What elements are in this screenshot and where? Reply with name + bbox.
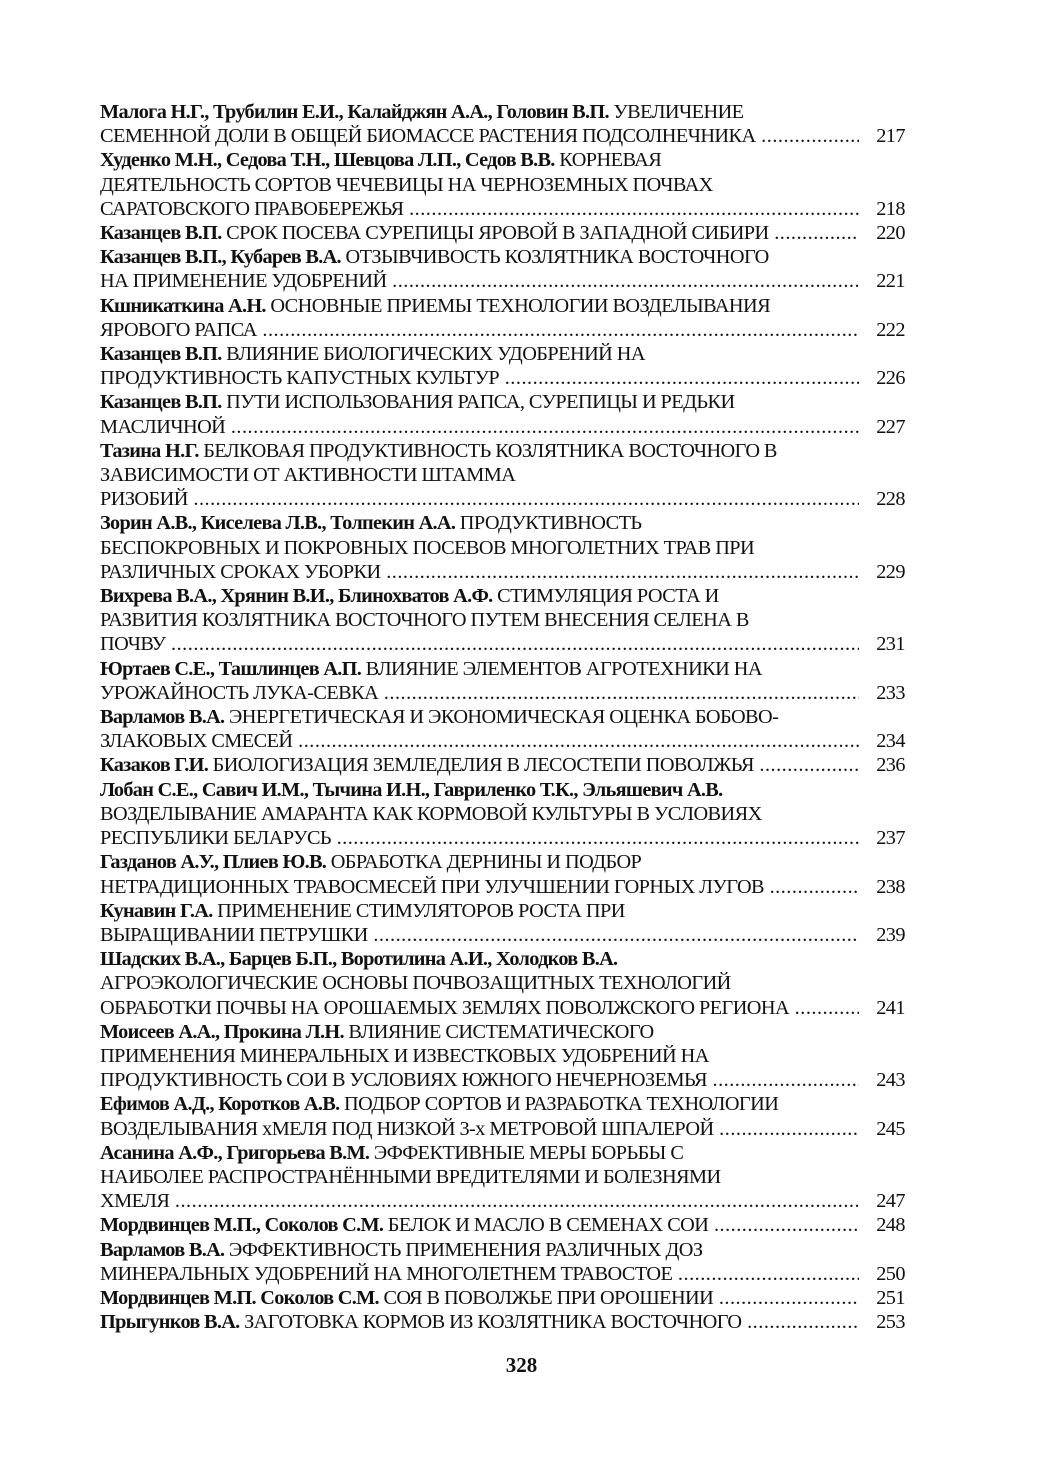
entry-title-part: ПРОДУКТИВНОСТЬ: [459, 512, 642, 535]
entry-authors: Зорин А.В., Киселева Л.В., Толпекин А.А.: [100, 512, 456, 535]
toc-entry: [100, 1092, 905, 1140]
entry-authors: Лобан С.Е., Савич И.М., Тычина И.Н., Гавриленко Т.К., Эльяшевич А.В.: [100, 778, 723, 801]
entry-title-part: ПОЧВУ .....: [100, 632, 859, 656]
entry-authors: Казанцев В.П.: [100, 391, 222, 414]
entry-authors: Казанцев В.П.: [100, 343, 222, 366]
entry-title-part: ДЕЯТЕЛЬНОСТЬ СОРТОВ ЧЕЧЕВИЦЫ НА ЧЕРНОЗЕМНЫХ ПОЧВАХ: [100, 173, 713, 196]
toc-entry: [100, 705, 905, 753]
toc-entry: [100, 294, 905, 342]
entry-page[interactable]: 238: [876, 875, 905, 898]
entry-title-part: ВЛИЯНИЕ СИСТЕМАТИЧЕСКОГО: [348, 1020, 654, 1043]
entry-title-part: ЗАГОТОВКА КОРМОВ ИЗ КОЗЛЯТНИКА ВОСТОЧНОГО: [244, 1311, 742, 1334]
toc-entry: [100, 511, 905, 584]
entry-authors: Вихрева В.А., Хрянин В.И., Блинохватов А.Ф.: [100, 585, 493, 608]
entry-title-part: ОБРАБОТКА ДЕРНИНЫ И ПОДБОР: [330, 851, 642, 874]
entry-title-part: ОСНОВНЫЕ ПРИЕМЫ ТЕХНОЛОГИИ ВОЗДЕЛЫВАНИЯ: [270, 294, 771, 317]
toc-entry: [100, 1238, 905, 1286]
entry-title-part: ЭФФЕКТИВНЫЕ МЕРЫ БОРЬБЫ С: [373, 1141, 684, 1164]
entry-title-part: СТИМУЛЯЦИЯ РОСТА И: [497, 585, 719, 608]
entry-title-part: ЗЛАКОВЫХ СМЕСЕЙ .....: [100, 729, 859, 753]
entry-title-part: ОБРАБОТКИ ПОЧВЫ НА ОРОШАЕМЫХ ЗЕМЛЯХ ПОВОЛЖСКОГО РЕГИОНА .....: [100, 996, 859, 1020]
entry-title-part: ВЫРАЩИВАНИИ ПЕТРУШКИ .....: [100, 923, 859, 947]
entry-title-part: АГРОЭКОЛОГИЧЕСКИЕ ОСНОВЫ ПОЧВОЗАЩИТНЫХ ТЕХНОЛОГИЙ: [100, 972, 731, 995]
entry-title-part: РЕСПУБЛИКИ БЕЛАРУСЬ .....: [100, 826, 859, 850]
toc-entry: [100, 439, 905, 512]
entry-authors: Малога Н.Г., Трубилин Е.И., Калайджян А.А., Головин В.П.: [100, 101, 609, 123]
entry-authors: Асанина А.Ф., Григорьева В.М.: [100, 1141, 370, 1164]
toc-entry: [100, 753, 905, 777]
entry-title-part: ЭФФЕКТИВНОСТЬ ПРИМЕНЕНИЯ РАЗЛИЧНЫХ ДОЗ: [228, 1238, 703, 1261]
entry-page[interactable]: 229: [876, 560, 905, 583]
entry-title-part: НАИБОЛЕЕ РАСПРОСТРАНЁННЫМИ ВРЕДИТЕЛЯМИ И БОЛЕЗНЯМИ: [100, 1165, 721, 1188]
toc-entry: [100, 850, 905, 898]
toc-entry: [100, 100, 905, 148]
entry-title-part: МИНЕРАЛЬНЫХ УДОБРЕНИЙ НА МНОГОЛЕТНЕМ ТРАВОСТОЕ .....: [100, 1262, 859, 1286]
entry-title-part: НА ПРИМЕНЕНИЕ УДОБРЕНИЙ .....: [100, 269, 859, 293]
entry-title-part: БЕЛКОВАЯ ПРОДУКТИВНОСТЬ КОЗЛЯТНИКА ВОСТОЧНОГО В: [203, 439, 777, 462]
entry-title-part: БИОЛОГИЗАЦИЯ ЗЕМЛЕДЕЛИЯ В ЛЕСОСТЕПИ ПОВОЛЖЬЯ: [212, 754, 754, 777]
entry-page[interactable]: 248: [876, 1214, 905, 1237]
toc-entry: [100, 245, 905, 293]
entry-title-part: ЗАВИСИМОСТИ ОТ АКТИВНОСТИ ШТАММА: [100, 464, 516, 487]
entry-title-part: ПОДБОР СОРТОВ И РАЗРАБОТКА ТЕХНОЛОГИИ: [344, 1093, 779, 1116]
entry-authors: Варламов В.А.: [100, 706, 225, 729]
entry-authors: Казанцев В.П.: [100, 222, 222, 245]
entry-page[interactable]: 227: [876, 415, 905, 438]
entry-authors: Газданов А.У., Плиев Ю.В.: [100, 851, 327, 874]
entry-page[interactable]: 241: [876, 996, 905, 1019]
toc-entry: [100, 778, 905, 851]
entry-title-part: УРОЖАЙНОСТЬ ЛУКА-СЕВКА .....: [100, 681, 859, 705]
entry-title-part: МАСЛИЧНОЙ .....: [100, 415, 859, 439]
entry-authors: Худенко М.Н., Седова Т.Н., Шевцова Л.П., Седов В.В.: [100, 149, 555, 172]
entry-page[interactable]: 217: [876, 125, 905, 148]
entry-authors: Кунавин Г.А.: [100, 899, 213, 922]
entry-title-part: ПРОДУКТИВНОСТЬ КАПУСТНЫХ КУЛЬТУР .....: [100, 366, 859, 390]
entry-title-part: РИЗОБИЙ .....: [100, 487, 859, 511]
entry-authors: Мордвинцев М.П., Соколов С.М.: [100, 1214, 384, 1237]
entry-authors: Тазина Н.Г.: [100, 439, 199, 462]
entry-title-part: ПРОДУКТИВНОСТЬ СОИ В УСЛОВИЯХ ЮЖНОГО НЕЧЕРНОЗЕМЬЯ .....: [100, 1068, 859, 1092]
entry-page[interactable]: 220: [876, 222, 905, 245]
entry-title-part: ВЛИЯНИЕ БИОЛОГИЧЕСКИХ УДОБРЕНИЙ НА: [226, 343, 645, 366]
entry-title-part: РАЗВИТИЯ КОЗЛЯТНИКА ВОСТОЧНОГО ПУТЕМ ВНЕСЕНИЯ СЕЛЕНА В: [100, 609, 749, 632]
entry-page[interactable]: 221: [876, 270, 905, 293]
entry-title-part: ПРИМЕНЕНИЕ СТИМУЛЯТОРОВ РОСТА ПРИ: [217, 899, 625, 922]
entry-title-part: СРОК ПОСЕВА СУРЕПИЦЫ ЯРОВОЙ В ЗАПАДНОЙ СИБИРИ: [226, 222, 769, 245]
toc-entry: [100, 342, 905, 390]
entry-title-part: ВЛИЯНИЕ ЭЛЕМЕНТОВ АГРОТЕХНИКИ НА: [365, 657, 762, 680]
toc-entry: [100, 148, 905, 221]
entry-authors: Варламов В.А.: [100, 1238, 225, 1261]
entry-page[interactable]: 228: [876, 488, 905, 511]
toc-entry: [100, 657, 905, 705]
entry-title-part: СЕМЕННОЙ ДОЛИ В ОБЩЕЙ БИОМАССЕ РАСТЕНИЯ ПОДСОЛНЕЧНИКА .....: [100, 124, 859, 148]
entry-authors: Мордвинцев М.П. Соколов С.М.: [100, 1286, 379, 1309]
entry-authors: Кшникаткина А.Н.: [100, 294, 266, 317]
entry-authors: Казаков Г.И.: [100, 754, 209, 777]
entry-title-part: САРАТОВСКОГО ПРАВОБЕРЕЖЬЯ .....: [100, 197, 859, 221]
page-number: 328: [505, 1353, 538, 1377]
entry-title-part: ЭНЕРГЕТИЧЕСКАЯ И ЭКОНОМИЧЕСКАЯ ОЦЕНКА БОБОВО-: [228, 706, 779, 729]
toc-entry: [100, 584, 905, 657]
entry-authors: Казанцев В.П., Кубарев В.А.: [100, 246, 341, 269]
entry-page[interactable]: 226: [876, 367, 905, 390]
toc-entry: [100, 1286, 905, 1310]
entry-title-part: РАЗЛИЧНЫХ СРОКАХ УБОРКИ .....: [100, 560, 859, 584]
entry-title-part: БЕСПОКРОВНЫХ И ПОКРОВНЫХ ПОСЕВОВ МНОГОЛЕТНИХ ТРАВ ПРИ: [100, 536, 755, 559]
entry-title-part: БЕЛОК И МАСЛО В СЕМЕНАХ СОИ: [387, 1214, 709, 1237]
entry-page[interactable]: 243: [876, 1069, 905, 1092]
toc-entry: [100, 947, 905, 1020]
entry-title-part: ВОЗДЕЛЫВАНИЕ АМАРАНТА КАК КОРМОВОЙ КУЛЬТУРЫ В УСЛОВИЯХ: [100, 802, 762, 825]
entry-page[interactable]: 247: [876, 1190, 905, 1213]
entry-authors: Ефимов А.Д., Коротков А.В.: [100, 1093, 340, 1116]
entry-page[interactable]: 245: [876, 1117, 905, 1140]
entry-authors: Моисеев А.А., Прокина Л.Н.: [100, 1020, 344, 1043]
toc-entry: [100, 1141, 905, 1214]
entry-title-part: НЕТРАДИЦИОННЫХ ТРАВОСМЕСЕЙ ПРИ УЛУЧШЕНИИ ГОРНЫХ ЛУГОВ .....: [100, 875, 859, 899]
entry-title-part: СОЯ В ПОВОЛЖЬЕ ПРИ ОРОШЕНИИ: [383, 1286, 714, 1309]
entry-page[interactable]: 237: [876, 827, 905, 850]
entry-page[interactable]: 253: [876, 1311, 905, 1334]
table-of-contents: [100, 100, 905, 1334]
entry-title-part: ПУТИ ИСПОЛЬЗОВАНИЯ РАПСА, СУРЕПИЦЫ И РЕДЬКИ: [226, 391, 735, 414]
toc-entry: [100, 899, 905, 947]
toc-entry: [100, 390, 905, 438]
entry-page[interactable]: 218: [876, 197, 905, 220]
entry-page[interactable]: 251: [876, 1286, 905, 1309]
entry-title-part: ВОЗДЕЛЫВАНИЯ хМЕЛЯ ПОД НИЗКОЙ 3-х МЕТРОВОЙ ШПАЛЕРОЙ .....: [100, 1117, 859, 1141]
entry-authors: Прыгунков В.А.: [100, 1311, 240, 1334]
entry-page[interactable]: 234: [876, 730, 905, 753]
entry-title-part: ЯРОВОГО РАПСА .....: [100, 318, 859, 342]
entry-page[interactable]: 222: [876, 318, 905, 341]
entry-title-part: КОРНЕВАЯ: [559, 149, 662, 172]
entry-page[interactable]: 236: [876, 754, 905, 777]
entry-page[interactable]: 250: [876, 1262, 905, 1285]
entry-title-part: ОТЗЫВЧИВОСТЬ КОЗЛЯТНИКА ВОСТОЧНОГО: [345, 246, 769, 269]
toc-entry: [100, 1310, 905, 1334]
toc-entry: [100, 1020, 905, 1093]
entry-authors: Шадских В.А., Барцев Б.П., Воротилина А.И., Холодков В.А.: [100, 948, 618, 971]
toc-entry: [100, 221, 905, 245]
entry-page[interactable]: 239: [876, 923, 905, 946]
entry-title-part: ПРИМЕНЕНИЯ МИНЕРАЛЬНЫХ И ИЗВЕСТКОВЫХ УДОБРЕНИЙ НА: [100, 1044, 709, 1067]
entry-title-part: УВЕЛИЧЕНИЕ: [613, 101, 744, 123]
entry-page[interactable]: 233: [876, 681, 905, 704]
toc-entry: [100, 1213, 905, 1237]
entry-page[interactable]: 231: [876, 633, 905, 656]
entry-title-part: ХМЕЛЯ .....: [100, 1189, 859, 1213]
entry-authors: Юртаев С.Е., Ташлинцев А.П.: [100, 657, 362, 680]
